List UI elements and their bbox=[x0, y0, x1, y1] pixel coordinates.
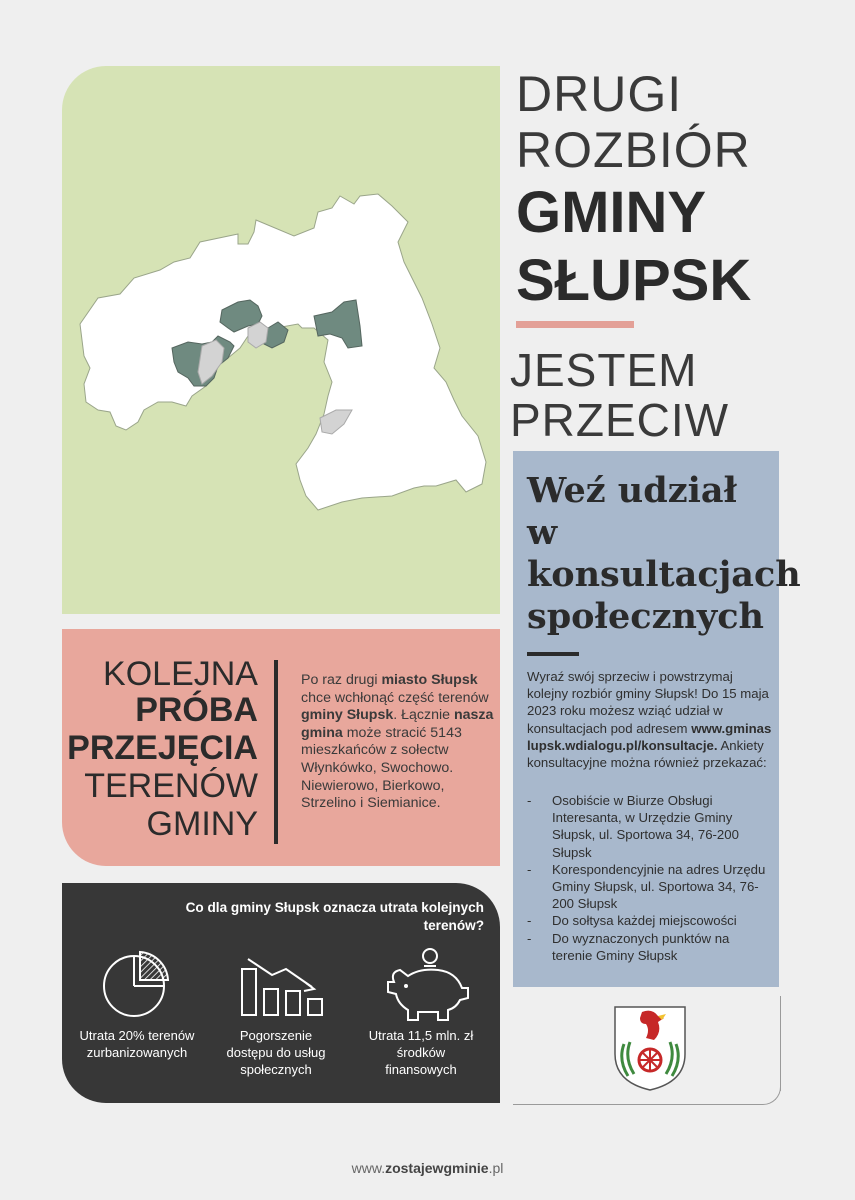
impact-caption-3: Utrata 11,5 mln. zł środków finansowych bbox=[368, 1028, 474, 1077]
list-item: - Korespondencyjnie na adres Urzędu Gminy Słupsk, ul. Sportowa 34, 76-200 Słupsk bbox=[527, 861, 766, 912]
subtitle-line-2: PRZECIW bbox=[510, 394, 730, 446]
impact-caption-1: Utrata 20% terenów zurbanizowanych bbox=[79, 1028, 195, 1060]
declining-bars-icon bbox=[238, 955, 326, 1019]
subtitle-line-1: JESTEM bbox=[510, 344, 698, 396]
takeover-heading-line-5: GMINY bbox=[146, 805, 258, 843]
takeover-text: Po raz drugi miasto Słupsk chce wchłonąć część terenów gminy Słupsk. Łącznie nasza gmina może stracić 5143 mieszkańców z sołectw Włynkówko, Swochowo. Niewierowo, Bierkowo, Strzelino i Siemianice. bbox=[301, 672, 494, 812]
title-accent-rule bbox=[516, 321, 634, 328]
takeover-heading-line-4: TERENÓW bbox=[84, 767, 258, 805]
map-panel bbox=[62, 66, 500, 614]
footer-website-link[interactable]: www.zostajewgminie.pl bbox=[351, 1160, 504, 1176]
title-line-2: ROZBIÓR bbox=[516, 122, 751, 178]
list-item: - Osobiście w Biurze Obsługi Interesanta, w Urzędzie Gminy Słupsk, ul. Sportowa 34, 76-200 Słupsk bbox=[527, 793, 739, 860]
municipality-map bbox=[62, 66, 500, 614]
title-line-4: SŁUPSK bbox=[516, 248, 752, 313]
list-item: - Do wyznaczonych punktów na terenie Gminy Słupsk bbox=[527, 930, 730, 963]
consultation-deadline: Do 15 maja 2023 roku możesz wziąć udział w konsultacjach pod adresem bbox=[527, 686, 769, 736]
frame-corner bbox=[740, 1064, 781, 1105]
coat-of-arms-icon bbox=[612, 1004, 688, 1092]
takeover-divider bbox=[274, 660, 278, 844]
takeover-heading-line-2: PRÓBA bbox=[135, 691, 258, 729]
consultation-title: Weź udział w konsultacjach społecznych bbox=[527, 470, 801, 637]
impact-caption-2: Pogorszenie dostępu do usług społecznych bbox=[226, 1028, 326, 1077]
pie-chart-icon bbox=[102, 948, 174, 1020]
consultation-text bbox=[527, 668, 773, 771]
impact-question: Co dla gminy Słupsk oznacza utrata kolejnych terenów? bbox=[185, 900, 484, 933]
consultation-rule bbox=[527, 652, 579, 656]
commune-shape bbox=[80, 194, 486, 510]
title-line-3: GMINY bbox=[516, 180, 707, 245]
list-item: - Do sołtysa każdej miejscowości bbox=[527, 913, 737, 929]
consultation-intro: Wyraź swój sprzeciw i powstrzymaj kolejny rozbiór gminy Słupsk! bbox=[527, 669, 733, 702]
consultation-delivery-intro: Ankiety konsultacyjne można również przekazać: bbox=[527, 737, 767, 771]
delivery-options-list bbox=[527, 792, 773, 964]
title-line-1: DRUGI bbox=[516, 66, 683, 122]
piggy-bank-icon bbox=[384, 946, 470, 1022]
frame-line-horizontal bbox=[513, 1104, 763, 1105]
takeover-heading-line-3: PRZEJĘCIA bbox=[67, 729, 258, 767]
takeover-heading-line-1: KOLEJNA bbox=[103, 655, 258, 693]
territory-light-a bbox=[198, 340, 224, 384]
consultation-url-link[interactable]: www.gminaslupsk.wdialogu.pl/konsultacje. bbox=[527, 720, 772, 753]
